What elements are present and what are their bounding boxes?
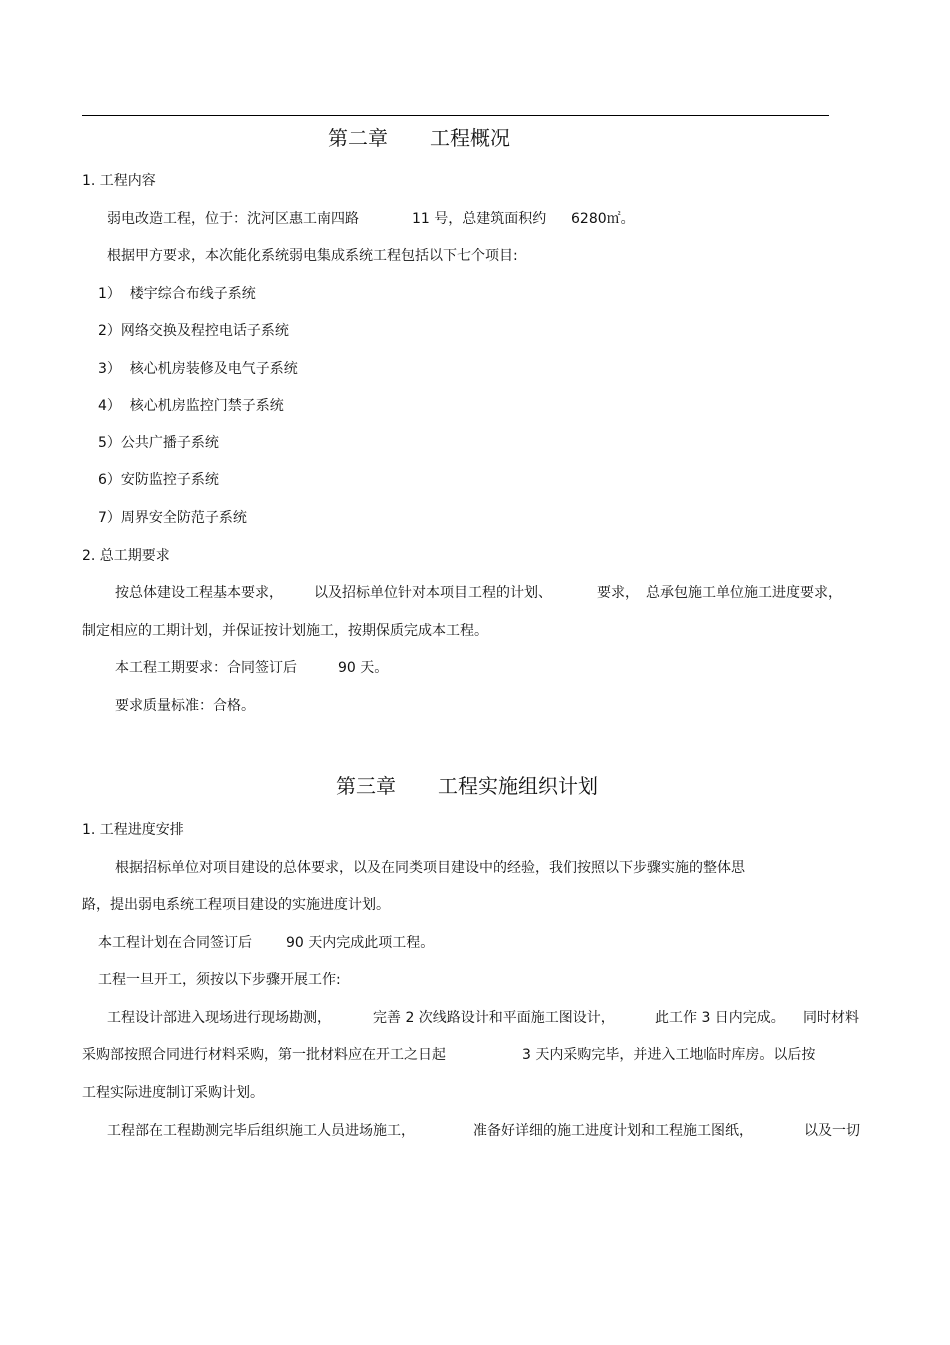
ch2-sec2-p1-e: 制定相应的工期计划，并保证按计划施工，按期保质完成本工程。 <box>82 623 488 639</box>
ch3-p4-a: 工程设计部进入现场进行现场勘测， <box>107 1010 331 1026</box>
ch3-p5-c: 以及一切 <box>804 1123 860 1139</box>
ch2-sec2-p2-a: 本工程工期要求：合同签订后 <box>115 660 297 676</box>
chapter2-title: 工程概况 <box>430 126 510 150</box>
ch3-p4-f: 3 天内采购完毕，并进入工地临时库房。以后按 <box>522 1047 816 1063</box>
ch2-item-6: 6）安防监控子系统 <box>98 472 219 488</box>
chapter2-number: 第二章 <box>328 126 388 150</box>
ch2-sec1-line2: 根据甲方要求，本次能化系统弱电集成系统工程包括以下七个项目: <box>107 248 518 264</box>
ch3-p4-g: 工程实际进度制订采购计划。 <box>82 1085 264 1101</box>
ch2-item-7: 7）周界安全防范子系统 <box>98 510 247 526</box>
ch3-p4-b: 完善 2 次线路设计和平面施工图设计， <box>373 1010 615 1026</box>
ch2-sec1-heading: 1. 工程内容 <box>82 173 156 189</box>
ch2-sec1-line1-a: 弱电改造工程，位于：沈河区惠工南四路 <box>107 211 359 227</box>
ch2-sec2-p2-b: 90 天。 <box>338 660 389 676</box>
ch2-sec2-p1-a: 按总体建设工程基本要求， <box>115 585 283 601</box>
ch2-sec1-line1-c: 6280㎡。 <box>571 211 635 227</box>
ch3-p1-a: 根据招标单位对项目建设的总体要求，以及在同类项目建设中的经验，我们按照以下步骤实施的整体思 <box>115 860 745 876</box>
ch3-p5-b: 准备好详细的施工进度计划和工程施工图纸， <box>473 1123 753 1139</box>
ch2-sec2-p1-d: 总承包施工单位施工进度要求， <box>646 585 842 601</box>
ch3-p2-a: 本工程计划在合同签订后 <box>98 935 252 951</box>
ch2-sec1-line1-b: 11 号，总建筑面积约 <box>412 211 547 227</box>
ch3-sec1-heading: 1. 工程进度安排 <box>82 822 184 838</box>
ch2-item-2: 2）网络交换及程控电话子系统 <box>98 323 289 339</box>
ch2-sec2-p3: 要求质量标准：合格。 <box>115 698 255 714</box>
ch2-item-1: 1） 楼宇综合布线子系统 <box>98 286 256 302</box>
ch3-p4-d: 同时材料 <box>803 1010 859 1026</box>
header-rule <box>82 115 829 116</box>
ch2-sec2-heading: 2. 总工期要求 <box>82 548 170 564</box>
ch3-p4-c: 此工作 3 日内完成。 <box>655 1010 785 1026</box>
ch2-item-5: 5）公共广播子系统 <box>98 435 219 451</box>
ch3-p2-b: 90 天内完成此项工程。 <box>286 935 435 951</box>
ch3-p1-b: 路，提出弱电系统工程项目建设的实施进度计划。 <box>82 897 390 913</box>
ch2-sec2-p1-b: 以及招标单位针对本项目工程的计划、 <box>314 585 552 601</box>
ch3-p5-a: 工程部在工程勘测完毕后组织施工人员进场施工， <box>107 1123 415 1139</box>
ch2-item-3: 3） 核心机房装修及电气子系统 <box>98 361 298 377</box>
ch2-item-4: 4） 核心机房监控门禁子系统 <box>98 398 284 414</box>
chapter3-number: 第三章 <box>336 774 396 798</box>
ch2-sec2-p1-c: 要求， <box>597 585 639 601</box>
chapter3-title: 工程实施组织计划 <box>438 774 598 798</box>
ch3-p4-e: 采购部按照合同进行材料采购，第一批材料应在开工之日起 <box>82 1047 446 1063</box>
ch3-p3: 工程一旦开工，须按以下步骤开展工作: <box>98 972 341 988</box>
